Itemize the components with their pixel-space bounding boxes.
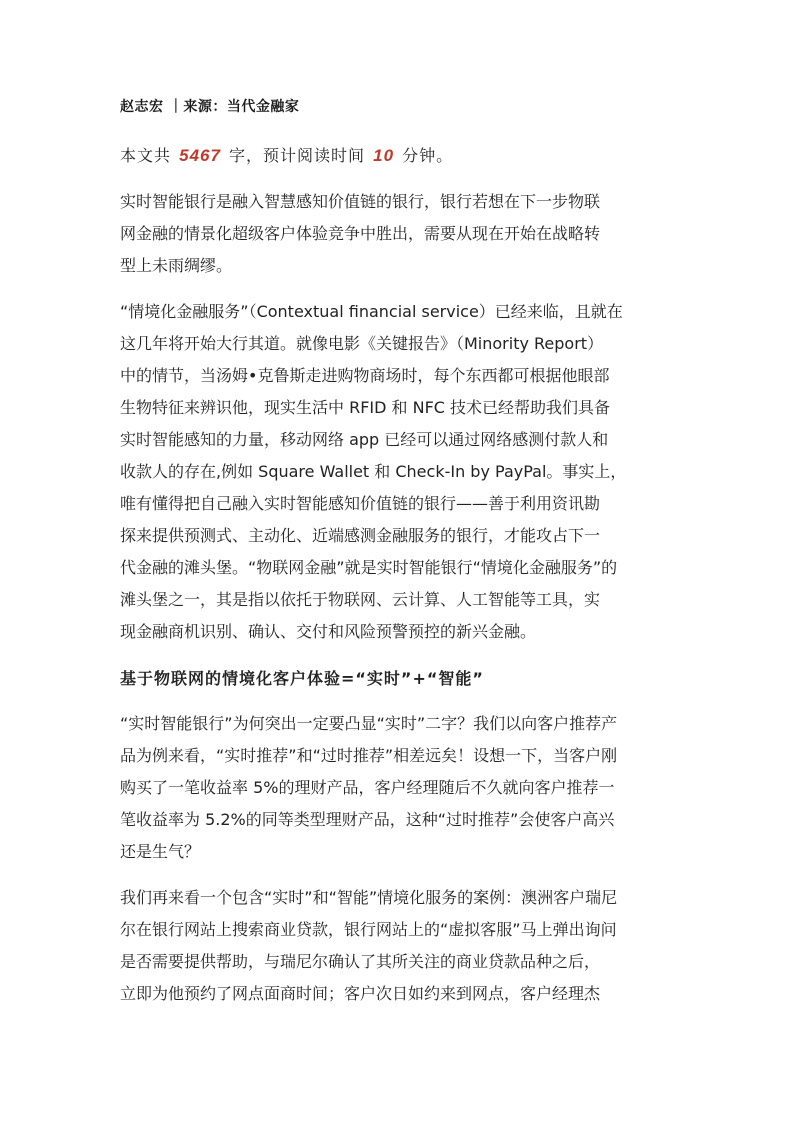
paragraph-line: 这几年将开始大行其道。就像电影《关键报告》（Minority Report） bbox=[120, 334, 604, 353]
reading-prefix: 本文共 bbox=[120, 146, 172, 165]
paragraph-intro bbox=[120, 186, 672, 282]
paragraph-line: 代金融的滩头堡。“物联网金融”就是实时智能银行“情境化金融服务”的 bbox=[120, 558, 618, 577]
paragraph-line: 是否需要提供帮助，与瑞尼尔确认了其所关注的商业贷款品种之后， bbox=[120, 952, 601, 971]
paragraph-case-study bbox=[120, 882, 672, 1010]
paragraph-line: 收款人的存在,例如 Square Wallet 和 Check-In by PayPal。事实上， bbox=[120, 462, 627, 481]
section-heading: 基于物联网的情境化客户体验=“实时”+“智能” bbox=[120, 669, 484, 688]
paragraph-line: 实时智能银行是融入智慧感知价值链的银行，银行若想在下一步物联 bbox=[120, 192, 601, 211]
paragraph-line: 唯有懂得把自己融入实时智能感知价值链的银行——善于利用资讯勘 bbox=[120, 494, 601, 513]
paragraph-line: 现金融商机识别、确认、交付和风险预警预控的新兴金融。 bbox=[120, 622, 537, 641]
paragraph-line: 中的情节，当汤姆•克鲁斯走进购物商场时，每个东西都可根据他眼部 bbox=[120, 366, 610, 385]
paragraph-line: 购买了一笔收益率 5%的理财产品，客户经理随后不久就向客户推荐一 bbox=[120, 778, 615, 797]
paragraph-line: 生物特征来辨识他，现实生活中 RFID 和 NFC 技术已经帮助我们具备 bbox=[120, 398, 611, 417]
paragraph-line: 我们再来看一个包含“实时”和“智能”情境化服务的案例：澳洲客户瑞尼 bbox=[120, 888, 618, 907]
paragraph-line: 还是生气？ bbox=[120, 842, 201, 861]
paragraph-line: 笔收益率为 5.2%的同等类型理财产品，这种“过时推荐”会使客户高兴 bbox=[120, 810, 615, 829]
paragraph-line: 网金融的情景化超级客户体验竞争中胜出，需要从现在开始在战略转 bbox=[120, 224, 601, 243]
paragraph-line: “实时智能银行”为何突出一定要凸显“实时”二字？我们以向客户推荐产 bbox=[120, 714, 618, 733]
paragraph-line: “情境化金融服务”（Contextual financial service）已经来临，且就在 bbox=[120, 302, 623, 321]
reading-time bbox=[120, 143, 453, 166]
author-byline: 赵志宏 ｜来源：当代金融家 bbox=[120, 99, 300, 115]
paragraph-line: 滩头堡之一，其是指以依托于物联网、云计算、人工智能等工具，实 bbox=[120, 590, 601, 609]
paragraph-contextual-finance bbox=[120, 296, 672, 648]
paragraph-line: 探来提供预测式、主动化、近端感测金融服务的银行，才能攻占下一 bbox=[120, 526, 601, 545]
paragraph-line: 品为例来看，“实时推荐”和“过时推荐”相差远矣！设想一下，当客户刚 bbox=[120, 746, 618, 765]
reading-suffix: 分钟。 bbox=[402, 146, 454, 165]
minutes-count: 10 bbox=[373, 146, 395, 165]
paragraph-line: 立即为他预约了网点面商时间；客户次日如约来到网点，客户经理杰 bbox=[120, 984, 601, 1003]
paragraph-realtime bbox=[120, 708, 672, 868]
reading-mid: 字，预计阅读时间 bbox=[229, 146, 366, 165]
paragraph-line: 尔在银行网站上搜索商业贷款，银行网站上的“虚拟客服”马上弹出询问 bbox=[120, 920, 617, 939]
paragraph-line: 型上未雨绸缪。 bbox=[120, 256, 233, 275]
paragraph-line: 实时智能感知的力量，移动网络 app 已经可以通过网络感测付款人和 bbox=[120, 430, 609, 449]
char-count: 5467 bbox=[179, 146, 221, 165]
